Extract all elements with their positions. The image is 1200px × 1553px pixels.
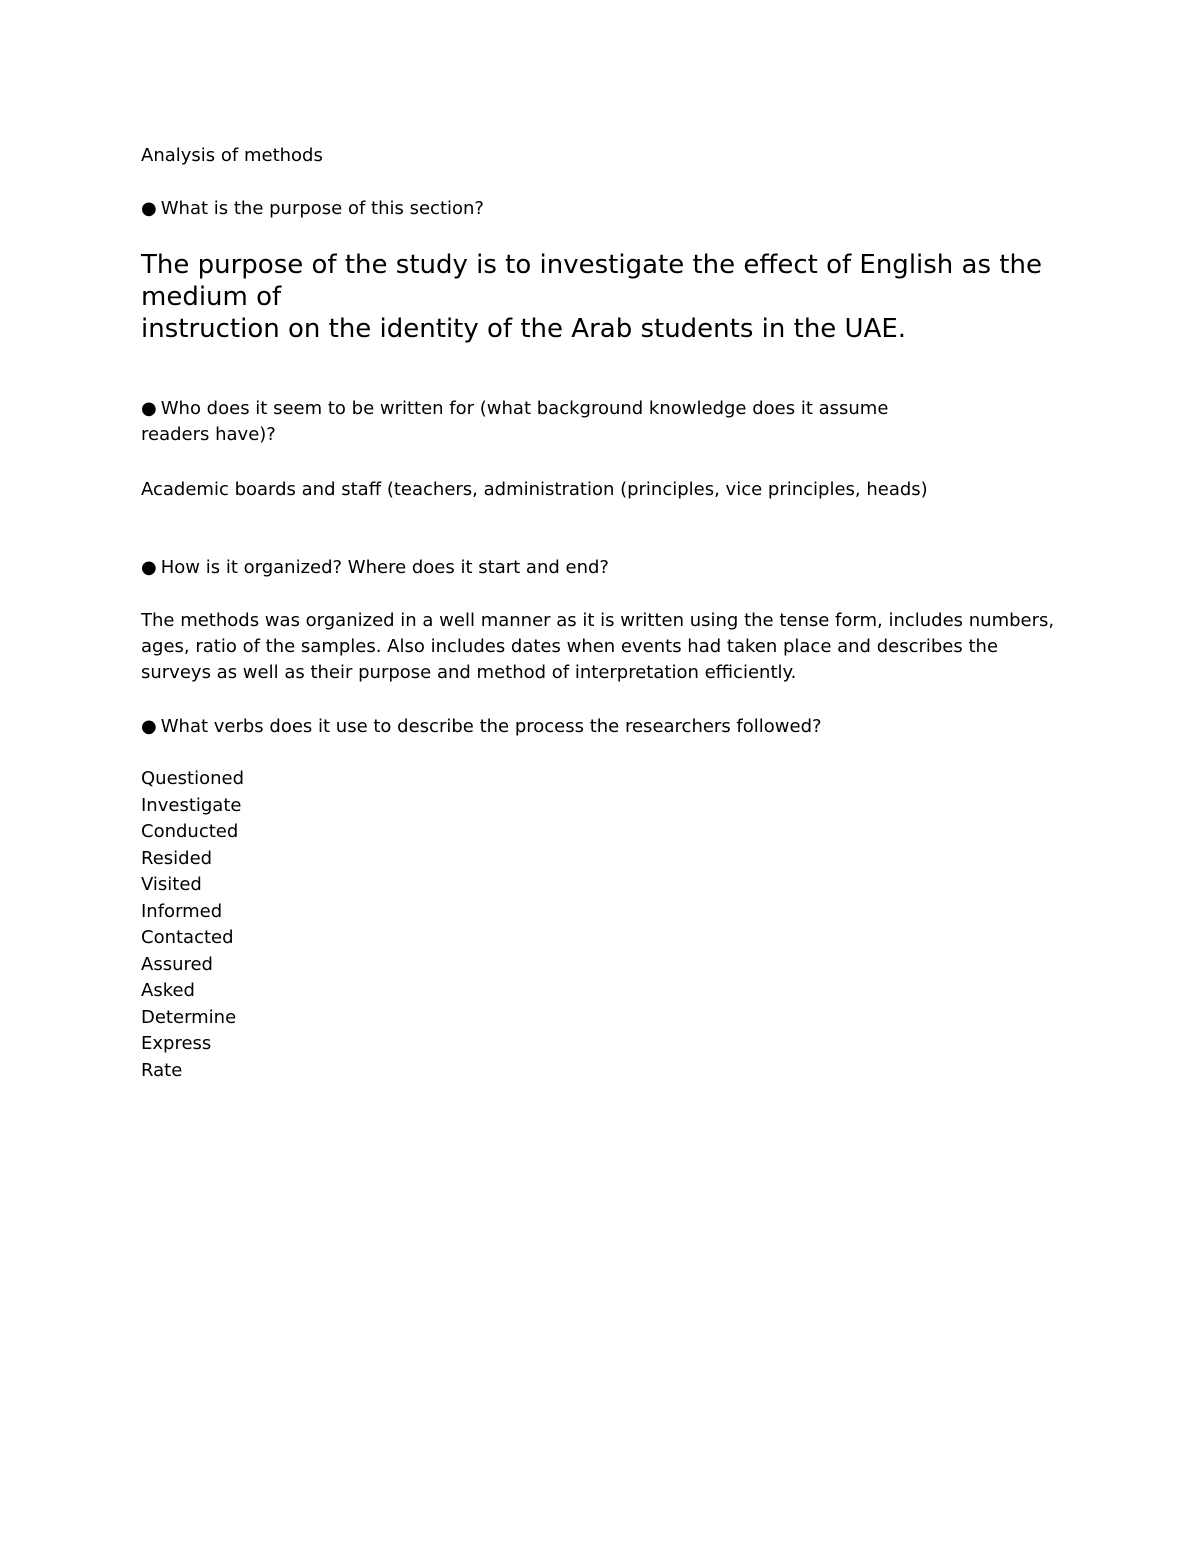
- question-audience: [141, 396, 901, 448]
- question-organization-text: How is it organized? Where does it start and end?: [160, 557, 609, 578]
- verb-item: Rate: [141, 1059, 183, 1081]
- bullet-icon: ●: [141, 398, 157, 419]
- verb-item: Questioned: [141, 768, 245, 789]
- question-verbs-text: What verbs does it use to describe the process the researchers followed?: [160, 716, 822, 737]
- verb-list: [141, 766, 244, 1084]
- question-purpose: [141, 196, 484, 222]
- answer-audience: Academic boards and staff (teachers, administration (principles, vice principles, heads): [141, 479, 928, 500]
- verb-item: Assured: [141, 953, 213, 975]
- bullet-icon: ●: [141, 716, 157, 737]
- verb-item: Informed: [141, 900, 223, 922]
- document-title: Analysis of methods: [141, 145, 323, 166]
- verb-item: Resided: [141, 847, 213, 869]
- answer-purpose: [141, 249, 1101, 345]
- verb-item: Asked: [141, 980, 195, 1001]
- verb-item: Visited: [141, 874, 202, 895]
- question-audience-text: Who does it seem to be written for (what background knowledge does it assume readers have)?: [141, 398, 889, 445]
- question-organization: [141, 555, 609, 581]
- verb-item: Contacted: [141, 927, 234, 948]
- question-purpose-text: What is the purpose of this section?: [160, 198, 484, 219]
- verb-item: Express: [141, 1033, 212, 1054]
- question-verbs: [141, 714, 822, 740]
- answer-purpose-line-2: instruction on the identity of the Arab students in the UAE.: [141, 314, 907, 344]
- bullet-icon: ●: [141, 557, 157, 578]
- verb-item: Determine: [141, 1006, 237, 1028]
- verb-item: Investigate: [141, 794, 242, 816]
- bullet-icon: ●: [141, 198, 157, 219]
- answer-organization: The methods was organized in a well manner as it is written using the tense form, includes numbers, ages, ratio of the samples. Also includes dates when events had taken place and describes the surveys as well as their purpose and method of interpretation efficiently.: [141, 610, 1055, 683]
- answer-purpose-line-1: The purpose of the study is to investigate the effect of English as the medium of: [141, 250, 1042, 312]
- verb-item: Conducted: [141, 821, 239, 842]
